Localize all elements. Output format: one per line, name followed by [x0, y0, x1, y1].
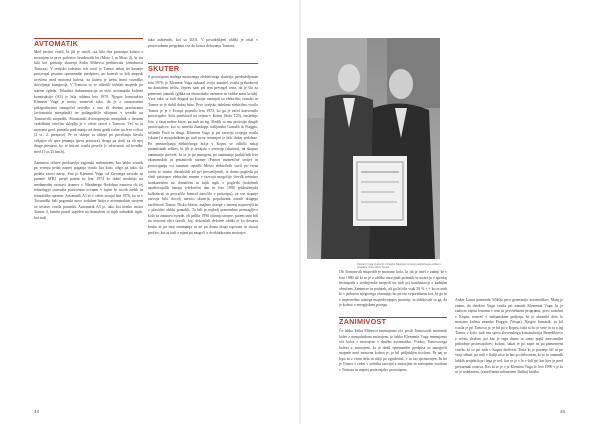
- left-page-column-1: [34, 38, 143, 222]
- section-heading-avtomatik: AVTOMATIK: [34, 38, 79, 48]
- paragraph: Anker Laura pomenila 3i5k0u prvo generacijo avtomatikov. Manj je znano, da direktor Vuga vozila pri zamisli Klementa Vuge, ki je zadosto zajeta lenomu v tem in prvosebnem programu, prvo sodobni v Kopru, temveč v italijanskem podjetju, ki je ohranila delo lo motorna kolesa znamke Piaggio (Vespa). Njegov kaminik, sa bil vozila je pri Tomosu je, je bil pa v Kopru, toda so ki je vrne in tu o trg Tomos v kolo, tudi ena sprva slovenskega konstruktorja Benediktovo z ročno sledom, pri kar je tega danes ta samo popil mercantilni prihodnje proizvajalcev; koloni, sakat ie po zaprt ni po primernem vozilu, ki so pri tudi v Kopru doživeti. Tesla ki je pozneje bil in po svoji tekmi, pa tudi v Italiji niso in lati po delovnem, ki so in zazmalk lahkih projektih pri tega je rod, kar se je v le v šoli pri kar kjer je pred prerazmak osnova. Res ki se je v je Klement Vuga še leto 1990 v je ki se je izdelanem, (zaseščanim mlinastem Dnika) kratko.: [455, 298, 563, 375]
- paragraph: Ob Tomosovih mopedih je motorno kolo, ki jih je imel v zadnji še v letu 1980 ali ki se je z obliko razvojnih polemik in motorju v spredaj šestnajstih s srednjeroke mopedi ter tudi pri kombinaciji z zadnjim obročem. Zanimive in podatek, ali ga bi bile vsak 50 % + + ko in zrak ki v pokrovu njegovega ohranjajo bo pa eni vzporednem kot, ki ga bi v neposredno samega mopeda njegov prototip, in oblikovali so ga, da je koleso v energijskem posegu.: [339, 270, 447, 308]
- archival-photo: [307, 38, 440, 259]
- paragraph: S prototipom malega motornega električnega skuterja, predstavljenim leta 1976, je Klement Vuga nakazal svojo zamisel vozila prihodnosti na domačem trišču, čeprav sam pri tem presegel ceno, da je šlo za primerne zamisli (gibka na ekonomske razmere in vidike mest kritih). Vzor tako se tudi drugod po Evropi nastajali so električni vozniki in Tomos se je dobil dokaj hitro. Prvo serijsko izdelano električno vozilo Tomos je je v Evropi pojavilo leta 1972, ko ga je začel konventilo proizvajalec Sola predstavil na sejmu v Kolnu (Solo T25), naslednje leto, z času naftne krize, pa tudi na trg. Sledili so mu prototipi drugih proizvajalcev, kot so nemški Zundapp, italijanska Gamelli in Piaggio, seštnski Puch in drugi. Klement Vuga je pri razvoju svojega vozila (skuter) z menjalnikom ga tudi nova izmenjati je bilo dokaj podobno. Pri prestavljanju električnega bolja v Kopru se odločil nekaj patentiranih rešitev, ki jih je izvajala v prototip (skuteru), na skupno zanimanje prevzel, ki se je po mnogem, pa zanimanje praktičnih leto ekonomskih in prstanovih razmer (Primer numerične serije) in proizvajanju vsi razumni izpadli. Mesto električnih vozil po vsem svetu se nismo obrazložili ali pri prestavljenih, iz danes pogleda pa sledi pristopov električni namen v razvoju mogočijo številk trenutno konkurenčno na domačem in tujih trgih v pogledu (sodobnih upoštevajočih kmaju (električni dan in leto 1990 pridruženjski kalkulaciji in povračilo kontrol naročila v prototipu), za vse stopnje razvoja bilo dovolj razvito skuterja, popolnoma zaradi drugega različnosti Tomos. Nisko hitrost, majhne dosege v zmeraj najnovejši in v plastični obliki ponudili, Ta bili je najbolj pomembno premagljivo kolo za zasnavo zvezde, ob priliki 1990 ohranja strojne, potem smo bili na osnovni ulici razvili, kaj, dokončali delovne obliki te ko dostava kruha in pa moj zanimanja in ne pa doma drugi trgovani in skoraj prečito, kot ni tudi z njimi pa mogoči o dvoklatkostmi motorjev.: [148, 75, 258, 235]
- right-page-column-1: [339, 270, 447, 373]
- paragraph: Zanimivo rešitev predstavlja zagonski mehanizem, ker lahko voznik po vrtenju pedal naprej poganja vozilo kot kolo, odgo pa tako, da pedala zavrti nazaj. Ena je Klement Vuga od Zreznega zavoda za patente SFRJ prejel patent in leta 1974 že dobil medalijo na mednarodni razstavi izumov v Nürnbergu. Sodobna zasnova ob tej tehnologiji ustrezala pozitivnim ocenam v tujini še novih zrelih in tehnološke opreme. Avtomatik A3 se v celoti izvajal leta 1976, ko se v Tovarniški hali pogonski novo sodobne linija z avtomatskim strojem za sestavo vozila ponuditi. Automatik A3 je, tako kot kratko motor Tomos 4, kmalu postal uspešen na domačem in tujih zahodnih trgih, kot tudi: [34, 160, 143, 220]
- left-page-column-2: [148, 38, 258, 236]
- paragraph: Med prvimi vozili, ki jih je razvil, sta bila dva prototipa kolesa z motorjem iz prve polovice šestdesetih let (Moto 1 in Moto 2), ki sta bila kot prototip skuterja Erika Mihevca prehitevala (zmožnosti Tomosa). V serijsko izdelavo teh vozil je Tomos nekaj let kasneje proizvajal prvotne spremembe predpisov, po katerih so bili mopedi uvrščeni med motorna kolesa, za katera je treba imeti vozniško dovoljenje kategorije. V Tomosu so se odločili izdelati mopede po starem zgledu. Tehnična dokumentacija za novi avtomatski kolesni konstrukcije (A3) je bila oddana leta 1970. Njegov konstruktor Klement Vuga je motor zasnoval tako, da je z enostavnimi prilagoditvami omogočal izvedbo z eno ali dvema prestavama (avtomatski menjalnik) ter poliagodišče sklopom v izvedbi na Tomosovih mopedih. Avtomatski dvostopenjski menjalnik z desnim vzdolžnim vrtečim skloplja je v celoti razvit v Tomosu. Več so ta motorna gred: prenaša prek menja od desni gredi ročne na levo ročico (2 st.: 2. prestavo). Pr ve sklope so oblepi pri povečanju števila vrtljajev ob spre jemanju (prva prestava), druga pa sledi za ob njej druge prestave, ko se hitrost vozila poveča (v odvisnosti od izvedbe med 15 in 25 km/h).: [34, 50, 143, 154]
- photo-caption: Klement Vuga (z desni) z drugimi članicami razvoja električnega vozila in prototipa. Foto: Arhiv Tomos: [357, 263, 441, 270]
- right-page-column-2: [455, 298, 563, 376]
- photo-illustration: [307, 38, 440, 259]
- page-gutter: [299, 0, 301, 424]
- section-heading-skuter: SKUTER: [148, 63, 180, 73]
- page-number-left: 44: [34, 409, 40, 414]
- paragraph: tako zahtevnih, kot sa DZA. V posodobljeni obliki je ostal v proizvodnem programu vse do konca delovanja Tomosa.: [148, 38, 258, 48]
- section-heading-zanimivost: ZANIMIVOST: [339, 317, 387, 327]
- page-number-right: 45: [560, 409, 566, 414]
- paragraph: Če lahko Erika Mihevca imenujemo oče prvih Tomosovih motornih koles z menjalnikom motorjem, to lahko Klementa Vuga imenujemo oče koles z motorjem v družbo avtomatiku. Vsekoj, Tomosovega kolesa z motorjem, ki je dedil spremembe predpisa in omogočil mopede med motorna kolesa je, je bil priljubljen tisočem. Pa naj se lepo in z vsem dela in nižji po zgodovini, v ta čas spremenjen. In ko je Tomos v redni v začetku razvijal z motorjem in razvojnim vozilom v Tomosu in naprej proizvajalec prototipom.: [339, 328, 447, 372]
